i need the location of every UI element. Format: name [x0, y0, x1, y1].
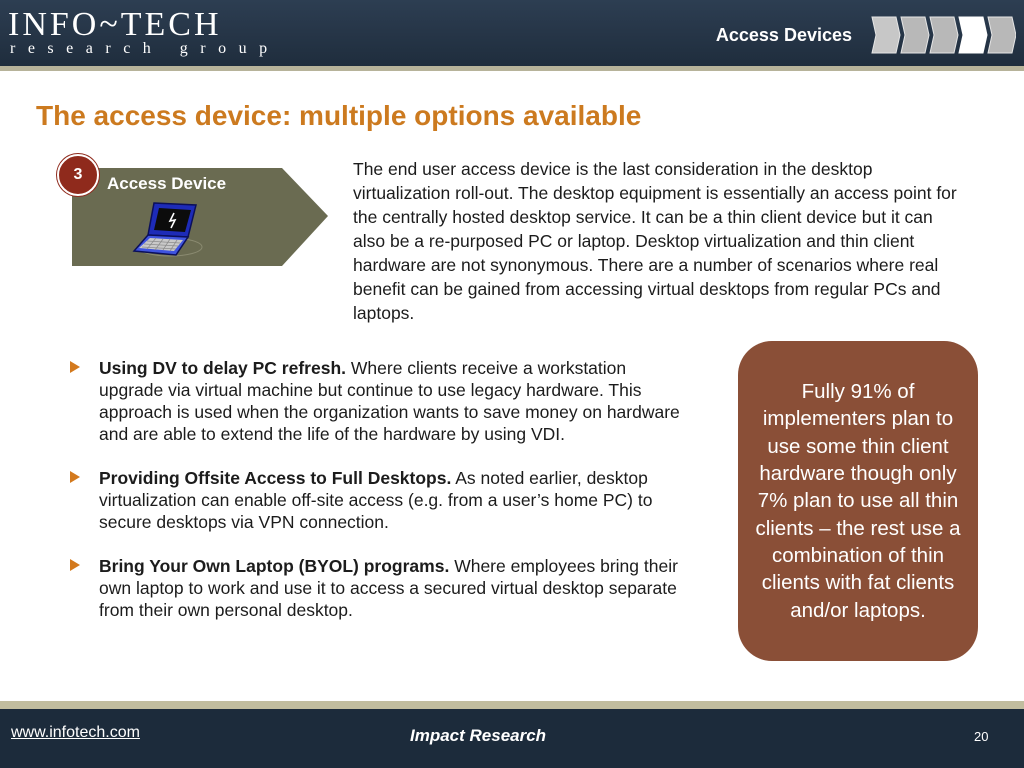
statistic-callout — [738, 341, 978, 661]
footer-tagline: Impact Research — [410, 726, 547, 745]
bullet-arrow-icon — [70, 471, 80, 483]
callout-text: Fully 91% of implementers plan to use some thin client hardware though only 7% plan to use all thin clients – the rest use a combination of thin clients with fat clients and/or laptops. — [755, 380, 961, 622]
bullet-arrow-icon — [70, 361, 80, 373]
progress-chevrons — [870, 14, 1016, 56]
logo-tagline: research group — [10, 40, 280, 57]
step-number-badge: 3 — [57, 154, 99, 196]
bullet-item — [70, 467, 695, 533]
bullet-item — [70, 357, 695, 445]
bullet-text: Where employees bring their own laptop to work and use it to access a secured virtual desktop separate from their own personal desktop. — [99, 556, 678, 620]
section-title: Access Devices — [715, 25, 852, 45]
laptop-icon — [130, 197, 204, 261]
logo — [8, 6, 280, 58]
page-title: The access device: multiple options available — [36, 100, 642, 131]
footer-divider — [0, 701, 1024, 709]
page-number: 20 — [974, 729, 989, 744]
website-link[interactable]: www.infotech.com — [11, 724, 140, 741]
chevron-step-4-active — [959, 17, 987, 53]
bullet-heading: Providing Offsite Access to Full Desktops. — [99, 468, 452, 488]
bullet-text: Where clients receive a workstation upgrade via virtual machine but continue to use legacy hardware. This approach is used when the organization wants to save money on hardware and are able to extend the life of the hardware by using VDI. — [99, 358, 680, 444]
chevron-step-1 — [872, 17, 900, 53]
chevron-step-2 — [901, 17, 929, 53]
bullet-arrow-icon — [70, 559, 80, 571]
logo-wordmark: INFO~TECH — [8, 6, 222, 43]
bullet-heading: Bring Your Own Laptop (BYOL) programs. — [99, 556, 450, 576]
bullet-list — [70, 357, 695, 643]
header-divider — [0, 66, 1024, 71]
bullet-text: As noted earlier, desktop virtualization can enable off-site access (e.g. from a user’s home PC) to secure desktops via VPN connection. — [99, 468, 653, 532]
intro-paragraph: The end user access device is the last consideration in the desktop virtualization roll-out. The desktop equipment is essentially an access point for the centrally hosted desktop service. It can be a thin client device but it can also be a re-purposed PC or laptop. Desktop virtualization and thin client hardware are not synonymous. There are a number of scenarios where real benefit can be gained from accessing virtual desktops from regular PCs and laptops. — [353, 159, 957, 323]
access-device-label: Access Device — [107, 174, 227, 193]
bullet-heading: Using DV to delay PC refresh. — [99, 358, 347, 378]
chevron-step-5 — [988, 17, 1016, 53]
chevron-step-3 — [930, 17, 958, 53]
bullet-item — [70, 555, 695, 621]
